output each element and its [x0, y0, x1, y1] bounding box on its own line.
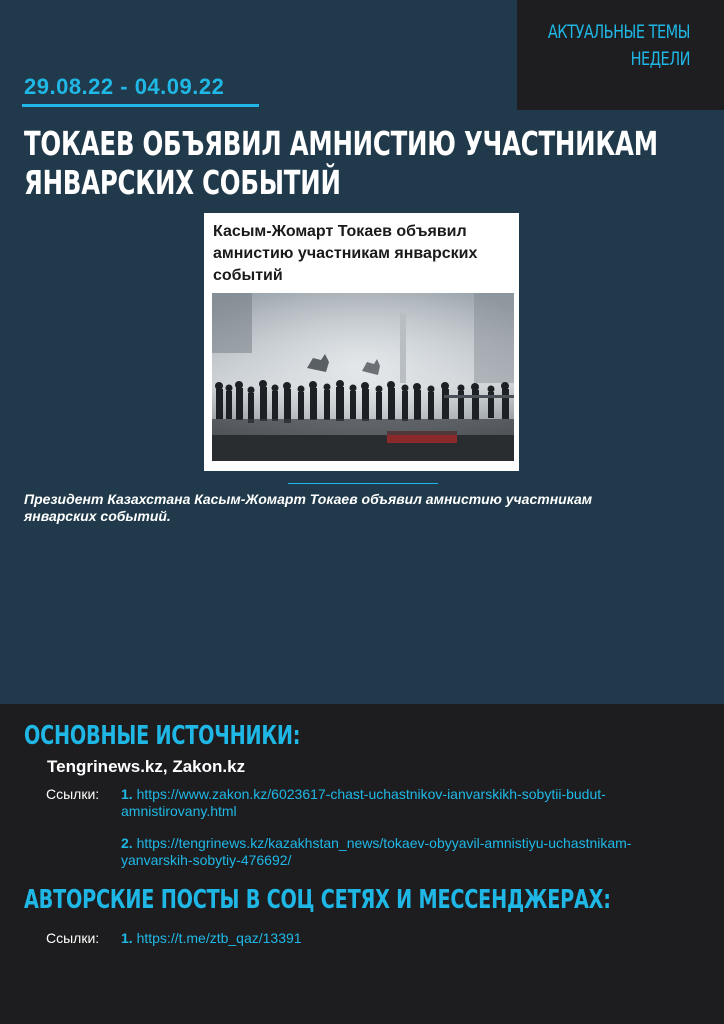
social-links-label: Ссылки: [46, 930, 100, 946]
source-link-2[interactable] [121, 835, 681, 869]
social-heading: АВТОРСКИЕ ПОСТЫ В СОЦ СЕТЯХ И МЕССЕНДЖЕРАХ: [24, 885, 611, 915]
date-underline [22, 104, 259, 107]
sources-names: Tengrinews.kz, Zakon.kz [47, 757, 246, 776]
social-link-1[interactable] [121, 930, 681, 947]
link-url: https://www.zakon.kz/6023617-chast-uchastnikov-ianvarskikh-sobytii-budut-amnistirovany.html [121, 786, 606, 819]
link-number: 2. [121, 835, 133, 851]
news-photo [212, 293, 514, 461]
caption-divider [288, 483, 438, 484]
news-screenshot-card [204, 213, 519, 471]
link-url: https://t.me/ztb_qaz/13391 [136, 930, 302, 946]
card-title: Касым-Жомарт Токаев объявил амнистию участникам январских событий [213, 223, 478, 284]
link-number: 1. [121, 786, 133, 802]
topics-badge [517, 0, 724, 110]
date-range: 29.08.22 - 04.09.22 [24, 74, 225, 99]
source-link-1[interactable] [121, 786, 681, 820]
sources-links-label: Ссылки: [46, 786, 100, 802]
badge-text: АКТУАЛЬНЫЕ ТЕМЫ НЕДЕЛИ [547, 21, 690, 70]
link-url: https://tengrinews.kz/kazakhstan_news/tokaev-obyyavil-amnistiyu-uchastnikam-yanvarskih-sobytiy-476692/ [121, 835, 632, 868]
photo-caption: Президент Казахстана Касым-Жомарт Токаев объявил амнистию участникам январских событий. [24, 491, 593, 524]
headline: ТОКАЕВ ОБЪЯВИЛ АМНИСТИЮ УЧАСТНИКАМ ЯНВАРСКИХ СОБЫТИЙ [24, 124, 658, 202]
link-number: 1. [121, 930, 133, 946]
sources-heading: ОСНОВНЫЕ ИСТОЧНИКИ: [24, 721, 301, 751]
